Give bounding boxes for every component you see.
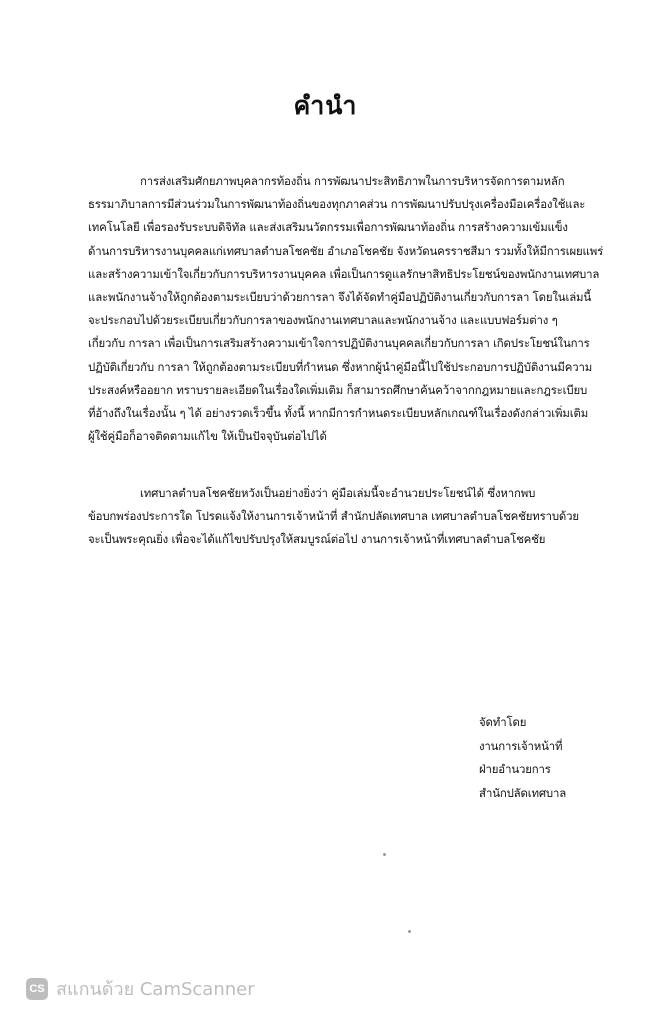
paragraph-line: ด้านการบริหารงานบุคคลแก่เทศบาลตำบลโชคชัย อำเภอโชคชัย จังหวัดนครราชสีมา รวมทั้งให้มีการเผยแพร่ (88, 243, 604, 258)
signature-line: จัดทำโดย (479, 715, 527, 729)
scan-speck (408, 930, 411, 933)
paragraph-line: จะเป็นพระคุณยิ่ง เพื่อจะได้แก้ไขปรับปรุงให้สมบูรณ์ต่อไป งานการเจ้าหน้าที่เทศบาลตำบลโชคชัย (88, 532, 546, 547)
paragraph-line: ผู้ใช้คู่มือก็อาจติดตามแก้ไข ให้เป็นปัจจุบันต่อไปได้ (88, 429, 327, 444)
paragraph-line: ประสงค์หรืออยาก ทราบรายละเอียดในเรื่องใดเพิ่มเติม ก็สามารถศึกษาค้นคว้าจากกฎหมายและกฎระเบียบ (88, 382, 588, 397)
camscanner-logo-icon: CS (26, 978, 48, 1000)
scan-speck (383, 853, 386, 856)
paragraph-line: จะประกอบไปด้วยระเบียบเกี่ยวกับการลาของพนักงานเทศบาลและพนักงานจ้าง และแบบฟอร์มต่าง ๆ (88, 313, 558, 328)
paragraph-line: ที่อ้างถึงในเรื่องนั้น ๆ ได้ อย่างรวดเร็วขึ้น ทั้งนี้ หากมีการกำหนดระเบียบหลักเกณฑ์ในเรื่องดังกล่าวเพิ่มเติม (88, 405, 589, 420)
paragraph-line: และพนักงานจ้างให้ถูกต้องตามระเบียบว่าด้วยการลา จึงได้จัดทำคู่มือปฏิบัติงานเกี่ยวกับการลา โดยในเล่มนี้ (88, 289, 592, 304)
paragraph-line: เทศบาลตำบลโชคชัยหวังเป็นอย่างยิ่งว่า คู่มือเล่มนี้จะอำนวยประโยชน์ได้ ซึ่งหากพบ (140, 486, 536, 500)
paragraph-line: เทคโนโลยี เพื่อรองรับระบบดิจิทัล และส่งเสริมนวัตกรรมเพื่อการพัฒนาท้องถิ่น การสร้างความเข้มแข็ง (88, 220, 568, 235)
camscanner-watermark (26, 974, 255, 1003)
paragraph-line: และสร้างความเข้าใจเกี่ยวกับการบริหารงานบุคคล เพื่อเป็นการดูแลรักษาสิทธิประโยชน์ของพนักงานเทศบาล (88, 266, 600, 281)
paragraph-line: ปฏิบัติเกี่ยวกับ การลา ให้ถูกต้องตามระเบียบที่กำหนด ซึ่งหากผู้นำคู่มือนี้ไปใช้ประกอบการปฏิบัติงานมีความ (88, 359, 593, 374)
paragraph-line: การส่งเสริมศักยภาพบุคลากรท้องถิ่น การพัฒนาประสิทธิภาพในการบริหารจัดการตามหลัก (140, 174, 565, 188)
preface-paragraph-2 (88, 482, 588, 552)
paragraph-line: ข้อบกพร่องประการใด โปรดแจ้งให้งานการเจ้าหน้าที่ สำนักปลัดเทศบาล เทศบาลตำบลโชคชัยทราบด้วย (88, 509, 579, 524)
signature-line: งานการเจ้าหน้าที่ (479, 738, 563, 753)
watermark-text: สแกนด้วย CamScanner (56, 979, 255, 1000)
document-title: คำนำ (293, 91, 358, 120)
paragraph-line: ธรรมาภิบาลการมีส่วนร่วมในการพัฒนาท้องถิ่นของทุกภาคส่วน การพัฒนาปรับปรุงเครื่องมือเครื่องใช้และ (88, 197, 586, 212)
preface-paragraph-1 (88, 170, 604, 448)
signature-block (479, 711, 566, 805)
signature-line: ฝ่ายอำนวยการ (479, 762, 551, 776)
paragraph-line: เกี่ยวกับ การลา เพื่อเป็นการเสริมสร้างความเข้าใจการปฏิบัติงานบุคคลเกี่ยวกับการลา เกิดประโยชน์ในการ (88, 336, 590, 351)
signature-line: สำนักปลัดเทศบาล (479, 785, 567, 800)
